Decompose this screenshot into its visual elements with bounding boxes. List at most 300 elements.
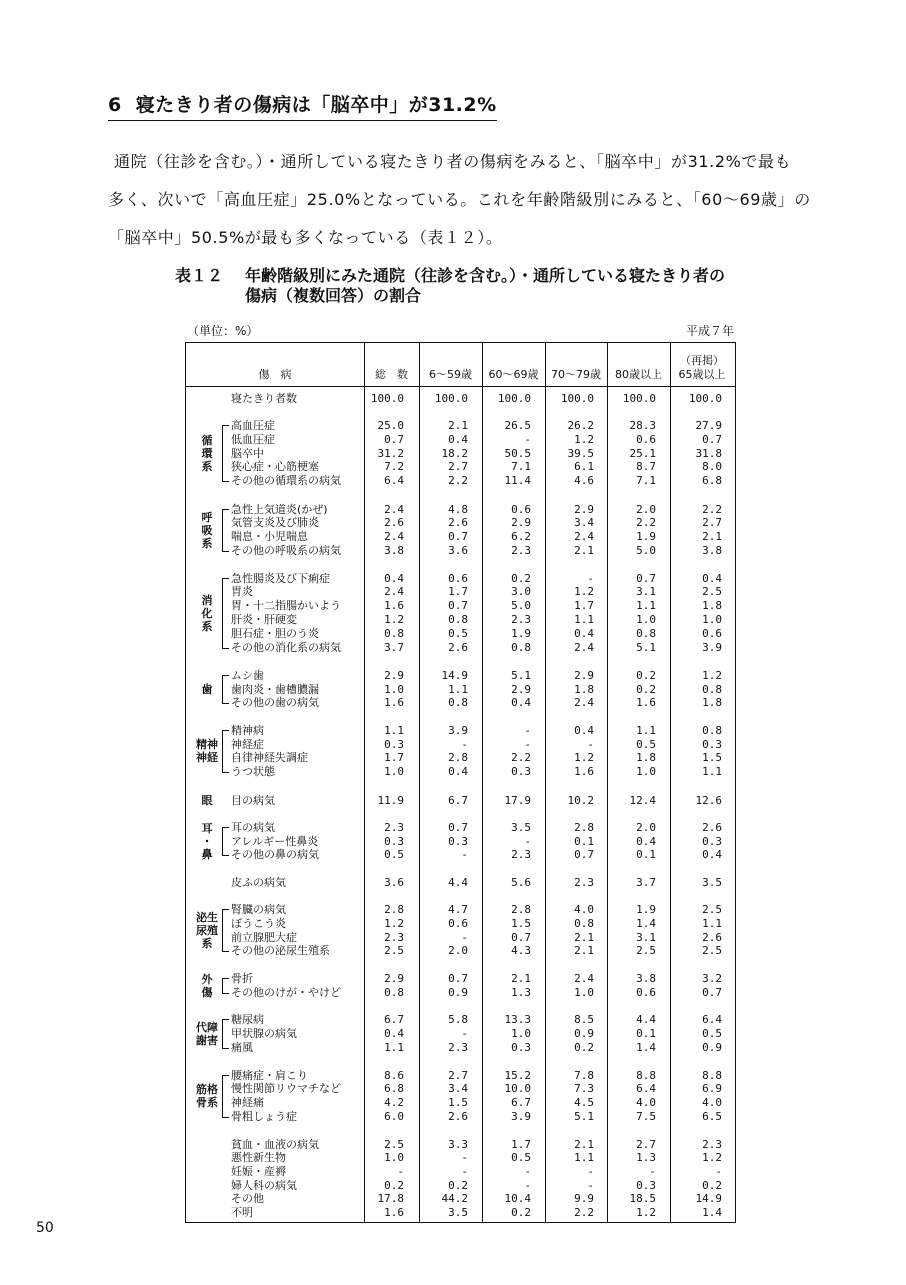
table-row <box>186 460 735 473</box>
group-label-part: 泌生 <box>196 910 218 924</box>
row-value: 0.8 <box>702 724 722 737</box>
row-label: 喘息・小児喘息 <box>231 530 308 543</box>
table-row <box>186 1082 735 1095</box>
row-value: 4.4 <box>448 876 468 889</box>
row-value: 3.0 <box>511 585 531 598</box>
row-value: 12.6 <box>695 794 722 807</box>
row-value: 31.2 <box>377 447 404 460</box>
row-value: 7.1 <box>636 474 656 487</box>
row-value: 3.3 <box>448 1138 468 1151</box>
row-value: 0.7 <box>448 821 468 834</box>
row-value: - <box>524 724 531 737</box>
group-label <box>194 738 220 764</box>
row-label: 神経痛 <box>231 1096 264 1109</box>
row-value: 39.5 <box>567 447 594 460</box>
row-value: - <box>649 1165 656 1178</box>
row-value: 1.1 <box>636 599 656 612</box>
table-row <box>186 503 735 516</box>
row-value: - <box>587 572 594 585</box>
row-value: 2.5 <box>702 944 722 957</box>
row-value: 6.4 <box>384 474 404 487</box>
row-value: 8.8 <box>702 1069 722 1082</box>
group-label-part: 精神 <box>196 738 218 751</box>
row-label: 痛風 <box>231 1041 253 1054</box>
group-label-part: 眼 <box>201 794 213 807</box>
row-value: 2.1 <box>574 544 594 557</box>
row-value: 3.7 <box>384 641 404 654</box>
row-value: 1.2 <box>702 669 722 682</box>
group-label-part: 環 <box>201 446 213 460</box>
row-value: - <box>461 1151 468 1164</box>
table-row <box>186 572 735 585</box>
row-value: 0.7 <box>574 848 594 861</box>
table-row <box>186 835 735 848</box>
row-value: 1.0 <box>384 683 404 696</box>
group-bracket <box>222 578 229 649</box>
row-value: 1.6 <box>574 765 594 778</box>
row-value: 1.2 <box>384 917 404 930</box>
row-value: 2.1 <box>574 931 594 944</box>
table-header <box>186 343 735 387</box>
row-value: 0.6 <box>636 986 656 999</box>
row-value: 31.8 <box>695 447 722 460</box>
row-value: 0.2 <box>511 1206 531 1219</box>
row-value: 4.8 <box>448 503 468 516</box>
table-row <box>186 1179 735 1192</box>
table-row <box>186 765 735 778</box>
row-label: 歯肉炎・歯槽膿漏 <box>231 683 319 696</box>
row-value: 9.9 <box>574 1192 594 1205</box>
row-value: 8.5 <box>574 1013 594 1026</box>
table-row <box>186 794 735 807</box>
row-value: 3.1 <box>636 585 656 598</box>
row-label: 急性上気道炎(かぜ) <box>231 503 328 516</box>
group-label-part: 神経 <box>196 751 218 764</box>
group-bracket <box>222 1019 229 1049</box>
row-label: 悪性新生物 <box>231 1151 286 1164</box>
row-label: 目の病気 <box>231 794 275 807</box>
body-paragraph <box>108 143 811 257</box>
row-value: 10.0 <box>504 1082 531 1095</box>
row-label: 前立腺肥大症 <box>231 931 297 944</box>
row-value: 2.7 <box>636 1138 656 1151</box>
row-value: 2.2 <box>702 503 722 516</box>
page-number: 50 <box>36 1220 54 1236</box>
group-label-part: 謝害 <box>196 1033 218 1047</box>
row-value: 2.4 <box>574 696 594 709</box>
row-value: 1.4 <box>636 917 656 930</box>
row-value: 1.0 <box>574 986 594 999</box>
group-label-part: 耳 <box>201 821 213 835</box>
row-value: 0.1 <box>636 1027 656 1040</box>
row-value: 2.3 <box>511 848 531 861</box>
row-value: 1.0 <box>384 765 404 778</box>
group-label <box>200 594 214 633</box>
row-value: 6.7 <box>511 1096 531 1109</box>
row-value: 3.4 <box>448 1082 468 1095</box>
row-value: 1.5 <box>511 917 531 930</box>
row-value: 0.8 <box>384 986 404 999</box>
row-label: その他の循環系の病気 <box>231 474 341 487</box>
row-value: 4.4 <box>636 1013 656 1026</box>
row-label: 神経症 <box>231 738 264 751</box>
row-value: 0.2 <box>448 1179 468 1192</box>
row-value: 6.8 <box>702 474 722 487</box>
table-row <box>186 474 735 487</box>
row-value: 0.2 <box>636 683 656 696</box>
group-label-part: 吸 <box>201 523 213 537</box>
row-value: 17.8 <box>377 1192 404 1205</box>
row-label: 腎臓の病気 <box>231 903 286 916</box>
row-value: 2.7 <box>702 516 722 529</box>
paragraph-line-2: 多く、次いで「高血圧症」25.0%となっている。これを年齢階級別にみると、「60～69歳」の <box>108 190 811 209</box>
row-value: 3.2 <box>702 972 722 985</box>
row-value: 1.1 <box>384 1041 404 1054</box>
row-value: 1.9 <box>511 627 531 640</box>
row-value: 0.9 <box>448 986 468 999</box>
row-value: 0.4 <box>384 1027 404 1040</box>
group-label <box>200 822 214 861</box>
row-value: 8.0 <box>702 460 722 473</box>
row-value: 6.4 <box>636 1082 656 1095</box>
table-row <box>186 931 735 944</box>
row-value: 3.4 <box>574 516 594 529</box>
row-value: 2.8 <box>574 821 594 834</box>
row-label: 妊娠・産褥 <box>231 1165 286 1178</box>
row-label: 胃炎 <box>231 585 253 598</box>
row-label: ムシ歯 <box>231 669 264 682</box>
table-row <box>186 544 735 557</box>
row-value: 26.5 <box>504 419 531 432</box>
row-value: 2.9 <box>384 669 404 682</box>
row-value: 6.7 <box>384 1013 404 1026</box>
row-value: 5.6 <box>511 876 531 889</box>
group-label <box>200 511 214 550</box>
group-label-part: 骨系 <box>196 1096 218 1109</box>
row-value: - <box>587 1179 594 1192</box>
table-row <box>186 848 735 861</box>
row-value: 7.1 <box>511 460 531 473</box>
row-label: 高血圧症 <box>231 419 275 432</box>
row-label: その他の歯の病気 <box>231 696 319 709</box>
table-row <box>186 972 735 985</box>
row-value: 1.0 <box>511 1027 531 1040</box>
row-value: 4.6 <box>574 474 594 487</box>
row-value: 1.8 <box>574 683 594 696</box>
row-value: 1.6 <box>384 1206 404 1219</box>
row-value: 2.6 <box>448 641 468 654</box>
row-value: 1.5 <box>448 1096 468 1109</box>
row-value: 1.3 <box>511 986 531 999</box>
row-value: 0.8 <box>511 641 531 654</box>
row-value: 3.5 <box>448 1206 468 1219</box>
row-value: 0.4 <box>636 835 656 848</box>
group-label-part: 鼻 <box>201 847 213 861</box>
row-value: 1.0 <box>636 765 656 778</box>
row-value: 5.1 <box>636 641 656 654</box>
row-value: 2.5 <box>702 585 722 598</box>
row-value: 0.7 <box>702 986 722 999</box>
table-row <box>186 1165 735 1178</box>
row-value: 3.1 <box>636 931 656 944</box>
row-value: 1.6 <box>384 599 404 612</box>
row-value: 11.4 <box>504 474 531 487</box>
disease-table <box>185 342 736 1223</box>
group-bracket <box>222 425 229 482</box>
row-value: - <box>461 848 468 861</box>
row-value: 0.1 <box>636 848 656 861</box>
row-label: ぼうこう炎 <box>231 917 286 930</box>
row-value: 7.8 <box>574 1069 594 1082</box>
row-value: 1.8 <box>702 599 722 612</box>
row-value: 10.4 <box>504 1192 531 1205</box>
row-value: 100.0 <box>497 392 531 405</box>
row-value: 1.1 <box>574 1151 594 1164</box>
section-heading <box>108 90 497 121</box>
row-label: その他の消化系の病気 <box>231 641 341 654</box>
header-total: 総 数 <box>375 368 408 381</box>
row-value: 1.3 <box>636 1151 656 1164</box>
row-label: その他の呼吸系の病気 <box>231 544 341 557</box>
row-value: 0.7 <box>511 931 531 944</box>
group-bracket <box>222 509 229 552</box>
unit-label: （単位：%） <box>187 324 259 338</box>
group-label-part: 系 <box>201 459 213 473</box>
table-caption-line-1: 年齢階級別にみた通院（往診を含む。）・通所している寝たきり者の <box>245 266 726 285</box>
row-value: 2.3 <box>448 1041 468 1054</box>
row-value: 0.3 <box>448 835 468 848</box>
row-value: 0.2 <box>574 1041 594 1054</box>
row-value: 2.1 <box>511 972 531 985</box>
row-value: - <box>524 738 531 751</box>
row-value: 0.4 <box>574 627 594 640</box>
row-value: 3.8 <box>384 544 404 557</box>
row-value: 1.4 <box>636 1041 656 1054</box>
table-row <box>186 669 735 682</box>
row-value: - <box>461 1027 468 1040</box>
row-label: 気管支炎及び肺炎 <box>231 516 319 529</box>
row-value: 2.7 <box>448 460 468 473</box>
table-row <box>186 1013 735 1026</box>
row-value: 2.3 <box>511 544 531 557</box>
row-value: 3.9 <box>702 641 722 654</box>
row-value: 2.1 <box>574 1138 594 1151</box>
row-value: 4.0 <box>574 903 594 916</box>
row-value: 2.8 <box>511 903 531 916</box>
row-value: 1.1 <box>384 724 404 737</box>
table-row <box>186 1069 735 1082</box>
row-value: 100.0 <box>622 392 656 405</box>
row-value: 2.3 <box>384 931 404 944</box>
table-row <box>186 1096 735 1109</box>
header-age-70-79: 70～79歳 <box>551 368 601 381</box>
row-value: 6.1 <box>574 460 594 473</box>
row-value: 0.4 <box>384 572 404 585</box>
row-value: 3.8 <box>636 972 656 985</box>
row-value: 2.0 <box>636 821 656 834</box>
row-value: 1.7 <box>384 751 404 764</box>
row-value: 0.7 <box>636 572 656 585</box>
row-value: 10.2 <box>567 794 594 807</box>
row-value: 2.5 <box>384 1138 404 1151</box>
row-value: - <box>461 738 468 751</box>
group-label-part: 消 <box>201 593 213 607</box>
row-value: 0.8 <box>448 696 468 709</box>
table-row <box>186 738 735 751</box>
row-value: 1.2 <box>574 433 594 446</box>
row-label: 不明 <box>231 1206 253 1219</box>
table-caption-line-2: 傷病（複数回答）の割合 <box>245 286 422 305</box>
row-value: 2.6 <box>448 516 468 529</box>
paragraph-line-1: 通院（往診を含む。）・通所している寝たきり者の傷病をみると、「脳卒中」が31.2%で最も <box>114 152 792 171</box>
row-value: 0.2 <box>702 1179 722 1192</box>
table-row <box>186 917 735 930</box>
group-bracket <box>222 909 229 952</box>
table-row <box>186 599 735 612</box>
row-value: 1.6 <box>384 696 404 709</box>
row-value: 2.4 <box>384 585 404 598</box>
row-label: 肝炎・肝硬変 <box>231 613 297 626</box>
table-caption <box>175 266 725 306</box>
row-value: 0.7 <box>448 530 468 543</box>
year-label: 平成７年 <box>685 324 734 338</box>
row-value: 0.5 <box>384 848 404 861</box>
row-value: 1.1 <box>702 765 722 778</box>
row-value: 0.3 <box>511 765 531 778</box>
row-value: 2.4 <box>574 530 594 543</box>
row-value: 1.2 <box>384 613 404 626</box>
table-row <box>186 447 735 460</box>
group-label-part: 循 <box>201 433 213 447</box>
row-value: 2.2 <box>636 516 656 529</box>
row-value: 2.8 <box>384 903 404 916</box>
row-value: 0.8 <box>702 683 722 696</box>
group-label <box>194 1083 220 1109</box>
row-value: - <box>524 1179 531 1192</box>
row-value: 2.9 <box>574 503 594 516</box>
row-value: - <box>587 738 594 751</box>
row-value: 2.9 <box>511 516 531 529</box>
row-value: 0.4 <box>702 848 722 861</box>
row-label: 胃・十二指腸かいよう <box>231 599 341 612</box>
row-value: 0.4 <box>448 433 468 446</box>
row-value: 3.9 <box>511 1110 531 1123</box>
row-value: 0.7 <box>702 433 722 446</box>
row-value: 2.0 <box>448 944 468 957</box>
row-value: 0.5 <box>702 1027 722 1040</box>
row-value: 1.1 <box>702 917 722 930</box>
table-row <box>186 1041 735 1054</box>
table-row <box>186 585 735 598</box>
table-row <box>186 1192 735 1205</box>
row-value: 2.5 <box>384 944 404 957</box>
row-value: 2.4 <box>384 530 404 543</box>
row-value: - <box>461 931 468 944</box>
row-value: 100.0 <box>370 392 404 405</box>
row-value: 0.2 <box>511 572 531 585</box>
group-label-part: 外 <box>201 972 213 986</box>
group-label <box>200 434 214 473</box>
row-value: 1.7 <box>511 1138 531 1151</box>
row-value: 8.8 <box>636 1069 656 1082</box>
row-label: 耳の病気 <box>231 821 275 834</box>
row-value: 4.3 <box>511 944 531 957</box>
row-label: その他 <box>231 1192 264 1205</box>
row-value: 6.2 <box>511 530 531 543</box>
group-label-part: 代障 <box>196 1020 218 1034</box>
row-value: 2.4 <box>574 972 594 985</box>
header-age-80-plus: 80歳以上 <box>615 368 662 381</box>
row-value: 15.2 <box>504 1069 531 1082</box>
row-value: 6.9 <box>702 1082 722 1095</box>
row-value: 2.9 <box>384 972 404 985</box>
group-bracket <box>222 827 229 856</box>
row-value: 3.7 <box>636 876 656 889</box>
row-label: 自律神経失調症 <box>231 751 308 764</box>
row-value: - <box>715 1165 722 1178</box>
row-value: 0.4 <box>702 572 722 585</box>
table-row <box>186 821 735 834</box>
row-value: 14.9 <box>441 669 468 682</box>
row-value: 2.3 <box>702 1138 722 1151</box>
row-value: 2.2 <box>448 474 468 487</box>
row-value: 2.6 <box>702 931 722 944</box>
row-value: 2.0 <box>636 503 656 516</box>
row-value: 4.2 <box>384 1096 404 1109</box>
row-value: - <box>397 1165 404 1178</box>
row-value: 2.8 <box>448 751 468 764</box>
table-row <box>186 944 735 957</box>
row-value: - <box>587 1165 594 1178</box>
row-value: 1.7 <box>574 599 594 612</box>
row-value: 100.0 <box>688 392 722 405</box>
row-value: 1.7 <box>448 585 468 598</box>
group-label <box>194 1021 220 1047</box>
row-value: 0.9 <box>574 1027 594 1040</box>
group-label-part: 筋格 <box>196 1083 218 1096</box>
group-label <box>194 911 220 950</box>
table-row <box>186 683 735 696</box>
row-label: 骨折 <box>231 972 253 985</box>
row-value: 5.1 <box>511 669 531 682</box>
row-value: 1.5 <box>702 751 722 764</box>
row-label: 低血圧症 <box>231 433 275 446</box>
table-row <box>186 1110 735 1123</box>
row-value: - <box>524 433 531 446</box>
group-label-part: ・ <box>201 834 213 848</box>
row-value: 1.0 <box>636 613 656 626</box>
row-value: 25.0 <box>377 419 404 432</box>
row-value: 0.3 <box>384 738 404 751</box>
row-label: 甲状腺の病気 <box>231 1027 297 1040</box>
row-value: 4.0 <box>636 1096 656 1109</box>
table-row <box>186 751 735 764</box>
row-value: 0.6 <box>636 433 656 446</box>
row-value: 0.4 <box>574 724 594 737</box>
row-value: 1.2 <box>636 1206 656 1219</box>
row-value: 0.6 <box>448 572 468 585</box>
table-row <box>186 876 735 889</box>
row-value: 2.6 <box>702 821 722 834</box>
row-value: 2.4 <box>384 503 404 516</box>
row-value: 1.0 <box>702 613 722 626</box>
row-value: 2.7 <box>448 1069 468 1082</box>
row-value: 1.6 <box>636 696 656 709</box>
row-label: 狭心症・心筋梗塞 <box>231 460 319 473</box>
paragraph-line-3: 「脳卒中」50.5%が最も多くなっている（表１２）。 <box>108 228 503 247</box>
row-value: 0.3 <box>384 835 404 848</box>
group-label <box>200 683 214 696</box>
